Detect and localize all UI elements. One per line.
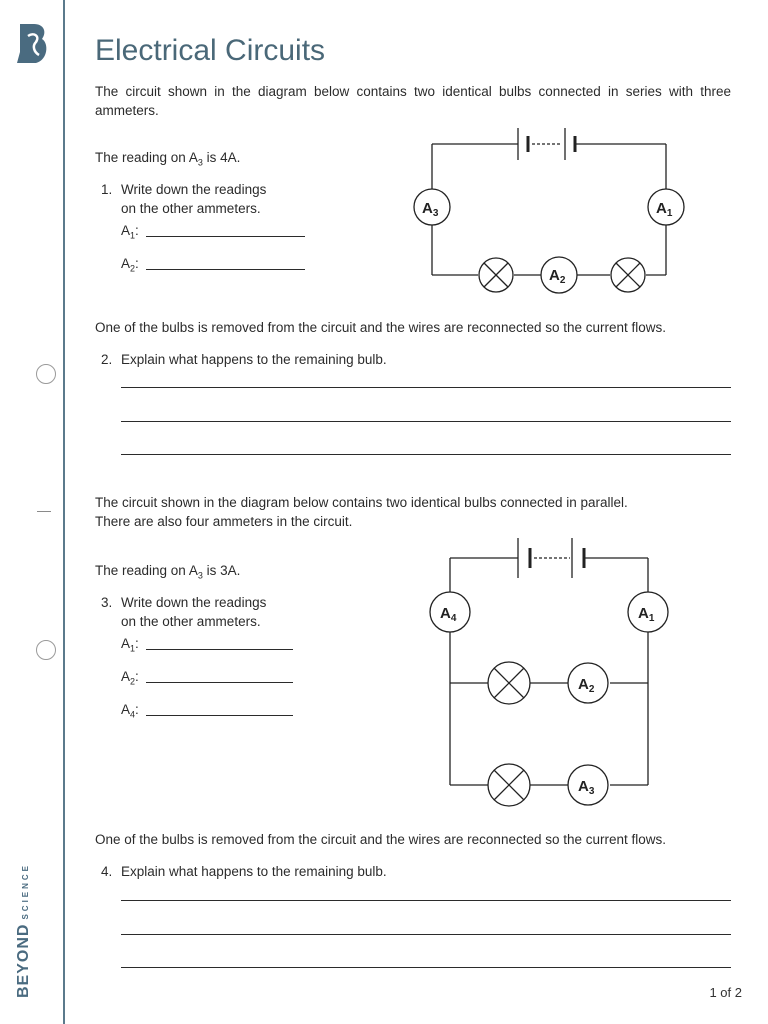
- fold-mark: [37, 511, 51, 512]
- q1-answer-field-a2[interactable]: [146, 269, 305, 270]
- q4-answer-line[interactable]: [121, 900, 731, 901]
- q3-answer-label-a2: $A_2$:: [121, 669, 139, 687]
- beyond-logo-icon: [14, 22, 50, 71]
- q1-number: 1.: [101, 182, 113, 197]
- q2-text: Explain what happens to the remaining bulb.: [121, 352, 387, 367]
- section1-reading: The reading on $A_3$ is 4A.: [95, 150, 241, 168]
- q3-line1: Write down the readings: [121, 595, 267, 610]
- q4-answer-line[interactable]: [121, 934, 731, 935]
- section2-reading: The reading on $A_3$ is 3A.: [95, 563, 241, 581]
- series-circuit-diagram: [400, 120, 700, 300]
- q4-number: 4.: [101, 864, 113, 879]
- q4-text: Explain what happens to the remaining bulb.: [121, 864, 387, 879]
- q2-number: 2.: [101, 352, 113, 367]
- q4-answer-line[interactable]: [121, 967, 731, 968]
- section2-intro-line2: There are also four ammeters in the circuit.: [95, 514, 353, 529]
- q2-answer-line[interactable]: [121, 387, 731, 388]
- q3-line2: on the other ammeters.: [121, 614, 261, 629]
- punch-hole: [36, 364, 56, 384]
- ammeter-label: $A_2$: [578, 676, 595, 695]
- q3-answer-field-a1[interactable]: [146, 649, 293, 650]
- q3-answer-label-a4: $A_4$:: [121, 702, 139, 720]
- q2-answer-line[interactable]: [121, 454, 731, 455]
- ammeter-label: $A_3$: [422, 200, 439, 219]
- q2-answer-line[interactable]: [121, 421, 731, 422]
- q1-answer-field-a1[interactable]: [146, 236, 305, 237]
- page-title: Electrical Circuits: [95, 34, 326, 67]
- punch-hole: [36, 640, 56, 660]
- q3-number: 3.: [101, 595, 113, 610]
- ammeter-label: $A_4$: [440, 605, 457, 624]
- q1-answer-label-a1: $A_1$:: [121, 223, 139, 241]
- section2-intro-line1: The circuit shown in the diagram below contains two identical bulbs connected in parallel.: [95, 495, 628, 510]
- page-number: 1 of 2: [709, 985, 742, 1000]
- ammeter-label: $A_1$: [638, 605, 655, 624]
- ammeter-label: $A_1$: [656, 200, 673, 219]
- q3-answer-field-a2[interactable]: [146, 682, 293, 683]
- ammeter-label: $A_3$: [578, 778, 595, 797]
- brand-subtitle: SCIENCE: [21, 862, 30, 920]
- section1-intro: The circuit shown in the diagram below contains two identical bulbs connected in series with three ammeters.: [95, 84, 731, 118]
- parallel-circuit-diagram: [420, 530, 680, 810]
- section1-removed-text: One of the bulbs is removed from the circuit and the wires are reconnected so the current flows.: [95, 320, 667, 335]
- q1-line2: on the other ammeters.: [121, 201, 261, 216]
- q3-answer-field-a4[interactable]: [146, 715, 293, 716]
- q1-line1: Write down the readings: [121, 182, 267, 197]
- brand-name: BEYOND: [15, 923, 32, 998]
- q3-answer-label-a1: $A_1$:: [121, 636, 139, 654]
- brand-vertical: [15, 863, 33, 998]
- margin-line: [63, 0, 65, 1024]
- ammeter-label: $A_2$: [549, 267, 566, 286]
- q1-answer-label-a2: $A_2$:: [121, 256, 139, 274]
- section2-removed-text: One of the bulbs is removed from the circuit and the wires are reconnected so the current flows.: [95, 832, 667, 847]
